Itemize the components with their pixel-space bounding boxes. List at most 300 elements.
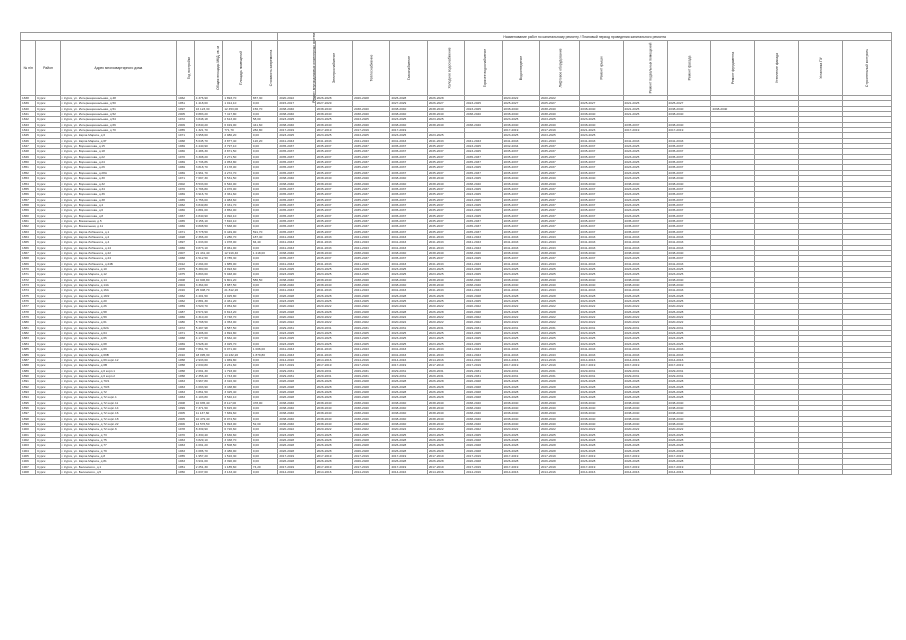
table-cell: 2038-2040 <box>315 106 352 111</box>
table-cell: 2035-2037 <box>390 218 427 223</box>
table-cell: Курск <box>36 106 60 111</box>
table-cell: 2038-2040 <box>502 416 539 421</box>
table-cell: 1971 <box>177 176 195 181</box>
table-cell: 2026-2028 <box>623 395 667 400</box>
table-cell: 2023-2025 <box>623 197 667 202</box>
table-cell: 2041-2043 <box>315 347 352 352</box>
table-cell: 2038-2040 <box>278 106 315 111</box>
table-cell: 1843 <box>21 122 36 127</box>
table-cell: 2026-2028 <box>315 443 352 448</box>
table-cell: 2038-2040 <box>315 181 352 186</box>
table-cell: 2038-2040 <box>623 250 667 255</box>
table-cell: 2026-2028 <box>667 395 711 400</box>
table-cell: 2026-2028 <box>353 459 390 464</box>
table-cell: 2035-2037 <box>579 154 623 159</box>
table-cell: 21 812,20 <box>223 288 252 293</box>
table-cell: 2026-2028 <box>539 459 579 464</box>
table-cell: 1 014,10 <box>223 101 252 106</box>
table-cell: 0,00 <box>251 454 277 459</box>
table-cell: 2038-2040 <box>315 122 352 127</box>
table-cell: 441,60 <box>251 122 277 127</box>
table-cell: 1 078,00 <box>223 240 252 245</box>
table-cell: г. Курск, ул. Белинского, д.1 <box>60 464 177 469</box>
table-cell: 2026-2028 <box>427 448 464 453</box>
table-cell: 3 931,00 <box>194 459 223 464</box>
table-cell: 2038-2040 <box>278 112 315 117</box>
table-cell: 2017-2019 <box>667 128 711 133</box>
table-cell: 2023-2025 <box>623 213 667 218</box>
table-cell: 2020-2022 <box>427 304 464 309</box>
table-cell: 2023-2025 <box>623 176 667 181</box>
table-cell: 1860 <box>21 213 36 218</box>
table-cell: 2020-2022 <box>278 315 315 320</box>
table-cell: 2041-2043 <box>315 234 352 239</box>
table-cell: 2035-2037 <box>390 154 427 159</box>
table-cell: 2035-2037 <box>667 144 711 149</box>
table-cell: 2038-2040 <box>465 112 502 117</box>
table-cell: 1903 <box>21 443 36 448</box>
table-cell: г. Курск, ул. Ворошилова, д.6 <box>60 208 177 213</box>
table-cell: 2014-2016 <box>427 470 464 475</box>
table-cell: 2041-2043 <box>353 245 390 250</box>
table-cell: 2038-2040 <box>579 400 623 405</box>
table-cell: 2041-2043 <box>667 352 711 357</box>
table-cell: 2038-2040 <box>539 277 579 282</box>
table-cell: 1851 <box>21 165 36 170</box>
table-cell: г. Курск, ул. Карла Маркса, д.69 <box>60 347 177 352</box>
table-cell: 2038-2040 <box>465 421 502 426</box>
table-cell: 2041-2043 <box>539 138 579 143</box>
table-cell: 12 453,00 <box>223 106 252 111</box>
table-cell: 2035-2037 <box>465 170 502 175</box>
table-cell: 2017-2019 <box>278 454 315 459</box>
table-cell: г. Курск, ул. Карла Маркса, д.6 корп.1 <box>60 368 177 373</box>
table-cell: 2023-2025 <box>623 208 667 213</box>
table-cell: 2023-2025 <box>623 144 667 149</box>
table-cell: 6 919,00 <box>223 122 252 127</box>
table-cell: 2026-2028 <box>315 448 352 453</box>
table-cell: 0,00 <box>251 170 277 175</box>
table-cell: 2041-2043 <box>427 240 464 245</box>
table-cell: 2035-2037 <box>539 144 579 149</box>
table-cell: 2041-2043 <box>427 347 464 352</box>
table-cell: 0,00 <box>251 154 277 159</box>
table-cell: 2035-2037 <box>579 149 623 154</box>
table-cell: 2023-2025 <box>502 432 539 437</box>
table-cell: 1862 <box>21 224 36 229</box>
table-cell: 1844 <box>21 128 36 133</box>
table-cell: 2035-2037 <box>278 160 315 165</box>
table-cell: 1 516,30 <box>223 454 252 459</box>
table-cell <box>799 470 843 475</box>
table-cell: 2023-2025 <box>427 341 464 346</box>
table-cell: 2035-2037 <box>315 165 352 170</box>
table-cell: 2023-2025 <box>623 165 667 170</box>
table-cell: 2035-2037 <box>539 186 579 191</box>
table-cell: 2035-2037 <box>315 229 352 234</box>
table-cell: 2014-2016 <box>667 470 711 475</box>
table-cell: г. Курск, ул. Карла Маркса, д.58 <box>60 309 177 314</box>
table-cell: 2020-2022 <box>579 304 623 309</box>
table-cell: 2017-2019 <box>353 128 390 133</box>
table-cell: 2041-2043 <box>278 352 315 357</box>
table-cell: 4 103,80 <box>194 395 223 400</box>
table-cell: Курск <box>36 197 60 202</box>
column-header <box>667 41 711 96</box>
table-cell: 1963 <box>177 384 195 389</box>
table-cell: Курск <box>36 464 60 469</box>
table-cell: 2020-2022 <box>427 320 464 325</box>
table-cell: 0,00 <box>251 256 277 261</box>
table-cell: 1899 <box>21 421 36 426</box>
table-cell: 1987 <box>177 309 195 314</box>
table-cell: 2026-2028 <box>353 96 390 101</box>
table-cell: 2035-2037 <box>427 149 464 154</box>
table-cell: 2041-2043 <box>667 234 711 239</box>
table-cell: 2023-2025 <box>539 299 579 304</box>
table-cell: 2023-2025 <box>315 336 352 341</box>
table-cell: 2026-2028 <box>427 384 464 389</box>
table-cell: 2014-2016 <box>278 357 315 362</box>
table-cell: Курск <box>36 224 60 229</box>
table-cell: 0,00 <box>251 416 277 421</box>
table-cell: 2035-2037 <box>427 197 464 202</box>
table-cell: 2041-2043 <box>465 138 502 143</box>
table-cell: Курск <box>36 181 60 186</box>
table-cell: 1846 <box>21 138 36 143</box>
table-cell: 2035-2037 <box>315 256 352 261</box>
table-cell: 2023-2025 <box>278 299 315 304</box>
table-cell: 2035-2037 <box>278 154 315 159</box>
table-cell: 0,00 <box>251 373 277 378</box>
table-cell: Курск <box>36 299 60 304</box>
table-cell: 2026-2028 <box>502 459 539 464</box>
table-cell: 2038-2040 <box>427 181 464 186</box>
table-cell: 3 993,60 <box>223 267 252 272</box>
table-cell: 2026-2028 <box>539 438 579 443</box>
table-cell: 2038-2040 <box>315 421 352 426</box>
table-cell: 2023-2025 <box>579 117 623 122</box>
table-cell: 2038-2040 <box>427 416 464 421</box>
table-cell: 1 185,60 <box>223 464 252 469</box>
table-cell: 2041-2043 <box>315 352 352 357</box>
table-cell: 6 449,00 <box>223 229 252 234</box>
table-cell: 2041-2043 <box>390 138 427 143</box>
table-cell: 2023-2025 <box>315 341 352 346</box>
table-cell: 2017-2019 <box>539 454 579 459</box>
table-cell: 2020-2022 <box>315 304 352 309</box>
table-cell: 2023-2025 <box>465 336 502 341</box>
table-cell: 4 587,50 <box>223 325 252 330</box>
table-cell: 8 778,50 <box>194 229 223 234</box>
table-cell: 3 848,18 <box>194 117 223 122</box>
table-cell: 2026-2028 <box>390 96 427 101</box>
table-cell: Курск <box>36 128 60 133</box>
table-cell: 2035-2037 <box>353 144 390 149</box>
table-cell: 0,00 <box>251 208 277 213</box>
table-cell: 2026-2028 <box>427 438 464 443</box>
table-cell: 1839 <box>21 101 36 106</box>
table-cell: 2026-2028 <box>315 379 352 384</box>
table-cell: 4 025,80 <box>223 293 252 298</box>
table-cell: 2020-2022 <box>667 320 711 325</box>
table-cell: 2017-2019 <box>579 464 623 469</box>
table-cell: 1963 <box>177 438 195 443</box>
table-cell: 1972 <box>177 325 195 330</box>
table-cell: 2026-2028 <box>353 438 390 443</box>
table-cell: 2023-2025 <box>465 176 502 181</box>
table-cell: 2038-2040 <box>315 250 352 255</box>
table-cell: 2035-2037 <box>278 149 315 154</box>
table-cell: 2026-2028 <box>465 395 502 400</box>
table-cell: 2023-2025 <box>427 133 464 138</box>
table-cell: 2035-2037 <box>539 154 579 159</box>
table-cell: 2035-2037 <box>502 218 539 223</box>
table-cell: 1864 <box>21 234 36 239</box>
column-header-label: Ремонт крыши <box>599 56 604 80</box>
table-cell: 2023-2025 <box>353 341 390 346</box>
table-cell: 2023-2025 <box>353 299 390 304</box>
table-cell: 2038-2040 <box>623 421 667 426</box>
table-cell: 2023-2025 <box>465 208 502 213</box>
table-cell: 4 486,30 <box>194 149 223 154</box>
table-cell: 2035-2037 <box>579 202 623 207</box>
table-cell: 4 053,80 <box>223 160 252 165</box>
table-cell: 1 006,00 <box>251 347 277 352</box>
table-cell: 2035-2037 <box>667 229 711 234</box>
table-cell: г. Курск, ул. Карла Либкнехта, д.1 <box>60 229 177 234</box>
table-cell: 5 045,70 <box>194 138 223 143</box>
table-cell: 2035-2037 <box>539 202 579 207</box>
table-cell: 2035-2037 <box>390 144 427 149</box>
table-cell: 5 815,00 <box>223 405 252 410</box>
table-cell: г. Курск, ул. Вокзальная, д.5 <box>60 218 177 223</box>
table-cell: 8 061,90 <box>223 245 252 250</box>
table-cell: 2020-2022 <box>315 320 352 325</box>
table-cell: 1975 <box>177 272 195 277</box>
table-cell: г. Курск, ул. Карла Маркса, д.77 <box>60 443 177 448</box>
table-cell: 18 095,30 <box>194 352 223 357</box>
table-cell: Курск <box>36 443 60 448</box>
table-cell: 3 528,40 <box>194 341 223 346</box>
table-cell: 4 272,70 <box>223 170 252 175</box>
table-cell: 1963 <box>177 459 195 464</box>
table-cell: 2023-2025 <box>502 299 539 304</box>
table-cell: 2035-2037 <box>278 192 315 197</box>
table-cell: 2038-2040 <box>623 416 667 421</box>
column-header <box>427 41 464 96</box>
table-cell: Курск <box>36 112 60 117</box>
table-cell: 2023-2025 <box>539 341 579 346</box>
table-cell: 2041-2043 <box>579 240 623 245</box>
table-cell: 2041-2043 <box>539 234 579 239</box>
table-cell: 2038-2040 <box>315 411 352 416</box>
table-cell: 2038-2040 <box>502 250 539 255</box>
table-cell: 2023-2025 <box>278 272 315 277</box>
table-cell: 2038-2040 <box>278 421 315 426</box>
table-cell: Курск <box>36 379 60 384</box>
table-cell: 2023-2025 <box>465 101 502 106</box>
table-cell: Курск <box>36 438 60 443</box>
table-cell: 2041-2043 <box>278 347 315 352</box>
table-cell: 8 117,00 <box>223 400 252 405</box>
table-cell: 2023-2025 <box>278 117 315 122</box>
table-cell: 2035-2037 <box>579 170 623 175</box>
table-cell: 2041-2043 <box>502 261 539 266</box>
table-cell: 4 756,00 <box>194 197 223 202</box>
table-cell: 2041-2043 <box>353 234 390 239</box>
column-header-label: Электроснабжение <box>331 52 336 84</box>
table-cell: 3 871,50 <box>223 149 252 154</box>
table-cell: Курск <box>36 218 60 223</box>
column-header-label: Район <box>43 66 53 70</box>
table-cell: 2020-2022 <box>539 96 579 101</box>
table-cell: 2038-2040 <box>502 176 539 181</box>
table-cell: 2026-2028 <box>579 293 623 298</box>
table-cell: 2041-2043 <box>278 288 315 293</box>
table-cell: 2035-2037 <box>427 165 464 170</box>
table-cell: 3 438,80 <box>223 384 252 389</box>
table-cell: 2026-2028 <box>390 395 427 400</box>
table-cell: 2025-2027 <box>502 101 539 106</box>
table-cell: 2035-2037 <box>667 170 711 175</box>
table-cell: г. Курск, ул. Карла Маркса, д.79 <box>60 448 177 453</box>
table-cell: 2041-2043 <box>315 245 352 250</box>
table-cell: 1853 <box>21 176 36 181</box>
table-cell: 1958 <box>177 368 195 373</box>
column-header-label: Газоснабжение <box>406 55 411 81</box>
table-cell: Курск <box>36 138 60 143</box>
table-cell: 3 797,10 <box>223 144 252 149</box>
table-cell: 0,00 <box>251 379 277 384</box>
table-cell: 2026-2028 <box>390 443 427 448</box>
table-cell: 1 218,00 <box>251 250 277 255</box>
table-cell: 2038-2040 <box>315 112 352 117</box>
table-cell: 4 091,20 <box>194 443 223 448</box>
table-cell: 2035-2037 <box>539 213 579 218</box>
table-cell: 2026-2028 <box>427 309 464 314</box>
table-cell: 2021-2025 <box>623 106 667 111</box>
table-cell: 3 630,60 <box>223 432 252 437</box>
table-cell: 2023-2025 <box>427 432 464 437</box>
table-cell: 2026-2028 <box>667 293 711 298</box>
table-cell: 2017-2019 <box>353 464 390 469</box>
table-cell: 2035-2037 <box>579 186 623 191</box>
table-cell: 156,70 <box>251 106 277 111</box>
table-cell: г. Курск, ул. Карла Маркса, д.72 корп.22 <box>60 421 177 426</box>
table-cell: 2027-2029 <box>390 101 427 106</box>
table-cell: 2038-2040 <box>390 416 427 421</box>
table-cell: 2026-2028 <box>427 379 464 384</box>
table-cell: 0,00 <box>251 395 277 400</box>
table-cell: 0,00 <box>251 213 277 218</box>
table-cell: 478,00 <box>251 400 277 405</box>
table-cell: 3 133,40 <box>223 470 252 475</box>
table-cell <box>843 470 892 475</box>
table-cell: г. Курск, ул. Карла Маркса, д.12 <box>60 272 177 277</box>
table-cell: 0,00 <box>251 218 277 223</box>
table-cell: 2035-2037 <box>502 229 539 234</box>
table-cell: 2009 <box>177 122 195 127</box>
table-cell: 2017-2019 <box>315 454 352 459</box>
table-cell: 2029-2031 <box>353 325 390 330</box>
table-cell: 2029-2031 <box>539 325 579 330</box>
table-cell: 2020-2022 <box>278 427 315 432</box>
table-cell: 25 908,70 <box>194 288 223 293</box>
table-cell: 2038-2040 <box>427 250 464 255</box>
table-cell: 2029-2031 <box>502 368 539 373</box>
table-cell: 2035-2037 <box>353 256 390 261</box>
table-cell: 1854 <box>21 181 36 186</box>
table-cell: 1856 <box>21 192 36 197</box>
table-cell: 2026-2028 <box>278 448 315 453</box>
table-cell: 2035-2037 <box>579 160 623 165</box>
table-cell: 2023-2025 <box>353 117 390 122</box>
table-cell: 2035-2037 <box>667 192 711 197</box>
table-cell: 2023-2025 <box>623 331 667 336</box>
table-cell: 2014-2016 <box>315 470 352 475</box>
table-cell: 2014-2016 <box>539 357 579 362</box>
table-cell: 2038-2040 <box>353 106 390 111</box>
table-cell: 2026-2028 <box>427 459 464 464</box>
table-cell: 2035-2037 <box>579 218 623 223</box>
table-cell: 2017-2019 <box>623 454 667 459</box>
table-cell: 1969 <box>177 192 195 197</box>
table-cell: 1 893,70 <box>223 96 252 101</box>
table-cell: 2026-2028 <box>353 448 390 453</box>
table-cell: 5 048,00 <box>223 272 252 277</box>
table-cell: 5 798,50 <box>194 320 223 325</box>
table-cell: 2014-2016 <box>579 357 623 362</box>
column-header-label: Общая площадь МКД, кв. м <box>215 46 220 90</box>
table-cell: 2041-2043 <box>390 234 427 239</box>
table-cell: 1966 <box>177 208 195 213</box>
table-cell: 6 540,00 <box>223 181 252 186</box>
table-cell: 1978 <box>177 427 195 432</box>
table-cell: 2026-2028 <box>315 438 352 443</box>
table-cell: 2023-2025 <box>390 267 427 272</box>
table-cell: 2020-2022 <box>465 315 502 320</box>
column-header-row <box>21 41 892 96</box>
table-cell: 2041-2043 <box>427 352 464 357</box>
table-cell: г. Курск, ул. Ворошилова, д.38 <box>60 197 177 202</box>
table-cell: 2017-2019 <box>539 464 579 469</box>
table-cell: 2029-2031 <box>502 325 539 330</box>
table-cell: 2038-2040 <box>539 181 579 186</box>
table-cell: 771,70 <box>223 128 252 133</box>
table-cell: 1873 <box>21 283 36 288</box>
table-cell: г. Курск, ул. Ворошилова, д.22 <box>60 154 177 159</box>
table-cell: 2035-2037 <box>539 192 579 197</box>
table-cell: 2038-2040 <box>502 283 539 288</box>
table-cell: Курск <box>36 170 60 175</box>
table-cell: 1892 <box>21 384 36 389</box>
table-cell: 2041-2043 <box>465 261 502 266</box>
table-cell: 1849 <box>21 154 36 159</box>
table-cell: 0,00 <box>251 202 277 207</box>
table-cell: 2038-2040 <box>539 405 579 410</box>
table-cell: 2038-2040 <box>579 283 623 288</box>
table-cell: г. Курск, ул. Карла Маркса, д.16А <box>60 288 177 293</box>
table-cell: 1878 <box>21 309 36 314</box>
table-cell: 2041-2043 <box>278 234 315 239</box>
table-cell: 3 785,30 <box>223 256 252 261</box>
table-cell: 2029-2031 <box>353 373 390 378</box>
table-cell: 2038-2040 <box>667 400 711 405</box>
table-cell: 2038-2040 <box>278 400 315 405</box>
table-cell: 2029-2031 <box>623 368 667 373</box>
table-cell: 3 331,70 <box>223 202 252 207</box>
